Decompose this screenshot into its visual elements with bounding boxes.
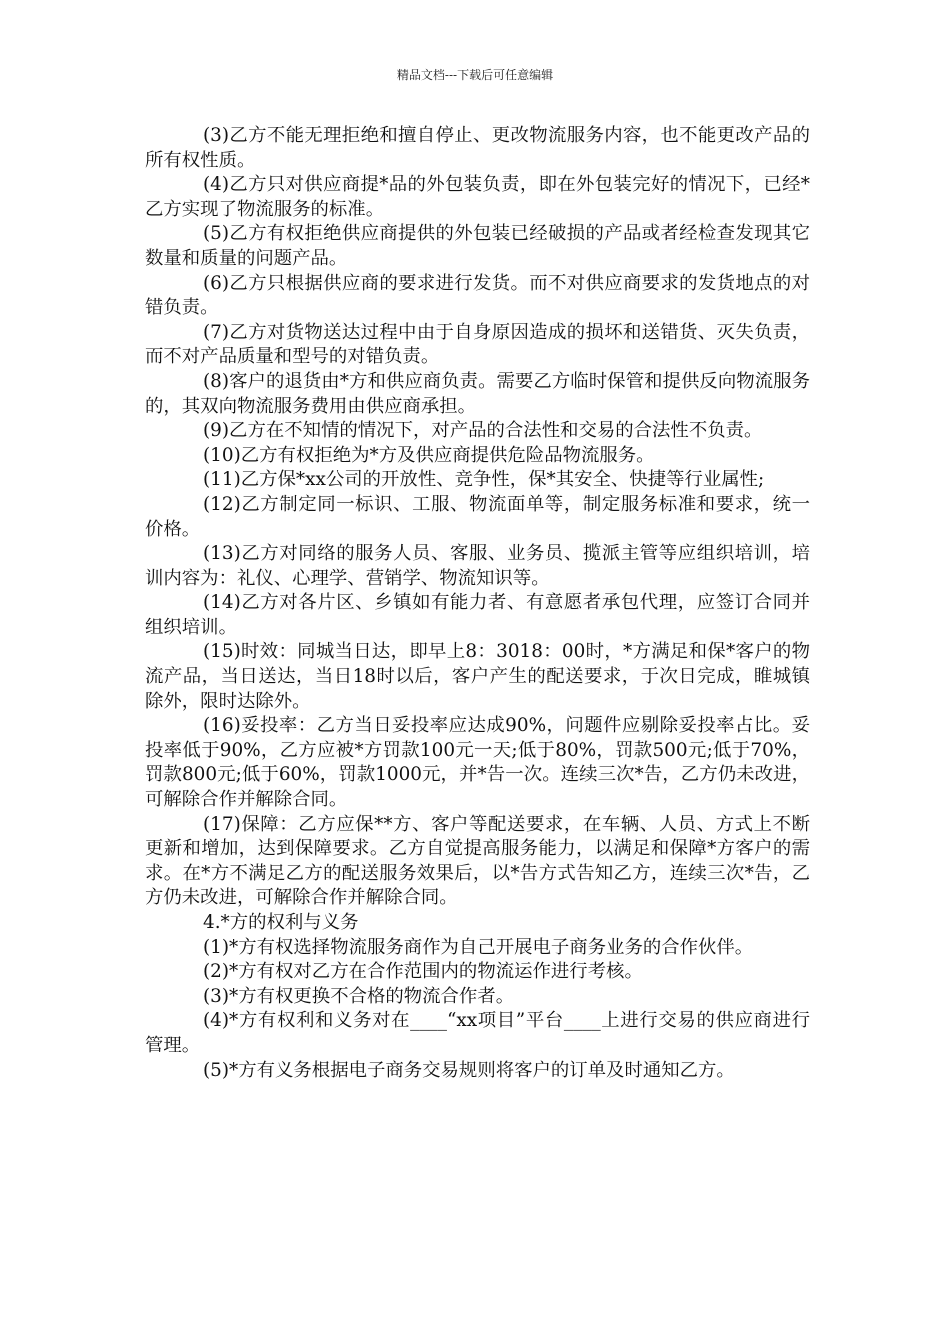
paragraph-15: (15)时效：同城当日达，即早上8：3018：00时，*方满足和保*客户的物流产品，当日送达，当日18时以后，客户产生的配送要求，于次日完成，睢城镇除外，限时达除外。	[145, 641, 810, 712]
paragraph-3: (3)乙方不能无理拒绝和擅自停止、更改物流服务内容，也不能更改产品的所有权性质。	[145, 125, 810, 171]
paragraph-17: (17)保障：乙方应保**方、客户等配送要求，在车辆、人员、方式上不断更新和增加，达到保障要求。乙方自觉提高服务能力，以满足和保障*方客户的需求。在*方不满足乙方的配送服务效果后，以*告方式告知乙方，连续三次*告，乙方仍未改进，可解除合作并解除合同。	[145, 813, 810, 909]
paragraph-11: (11)乙方保*xx公司的开放性、竞争性，保*其安全、快捷等行业属性;	[203, 469, 765, 491]
paragraph-4: (4)乙方只对供应商提*品的外包装负责，即在外包装完好的情况下，已经*乙方实现了物流服务的标准。	[145, 174, 810, 220]
paragraph-6: (6)乙方只根据供应商的要求进行发货。而不对供应商要求的发货地点的对错负责。	[145, 272, 810, 319]
paragraph-10: (10)乙方有权拒绝为*方及供应商提供危险品物流服务。	[203, 444, 655, 466]
paragraph-5: (5)乙方有权拒绝供应商提供的外包装已经破损的产品或者经检查发现其它数量和质量的问题产品。	[145, 223, 810, 269]
page-header: 精品文档---下载后可任意编辑	[396, 68, 554, 82]
paragraph-9: (9)乙方在不知情的情况下，对产品的合法性和交易的合法性不负责。	[203, 420, 763, 442]
section4-item-5: (5)*方有义务根据电子商务交易规则将客户的订单及时通知乙方。	[203, 1059, 735, 1081]
section4-item-1: (1)*方有权选择物流服务商作为自己开展电子商务业务的合作伙伴。	[203, 936, 754, 958]
paragraph-16: (16)妥投率：乙方当日妥投率应达成90%，问题件应剔除妥投率占比。妥投率低于90%，乙方应被*方罚款100元一天;低于80%，罚款500元;低于70%，罚款800元;低于60%，罚款1000元，并*告一次。连续三次*告，乙方仍未改进，可解除合作并解除合同。	[145, 715, 810, 811]
section4-item-2: (2)*方有权对乙方在合作范围内的物流运作进行考核。	[203, 961, 643, 983]
section4-item-4: (4)*方有权利和义务对在____“xx项目”平台____上进行交易的供应商进行管理。	[145, 1010, 810, 1056]
paragraph-8: (8)客户的退货由*方和供应商负责。需要乙方临时保管和提供反向物流服务的，其双向物流服务费用由供应商承担。	[145, 370, 810, 417]
paragraph-12: (12)乙方制定同一标识、工服、物流面单等，制定服务标准和要求，统一价格。	[145, 493, 810, 540]
paragraph-7: (7)乙方对货物送达过程中由于自身原因造成的损坏和送错货、灭失负责，而不对产品质量和型号的对错负责。	[145, 321, 810, 368]
section4-item-3: (3)*方有权更换不合格的物流合作者。	[203, 985, 515, 1007]
document-body	[145, 124, 810, 1083]
paragraph-13: (13)乙方对同络的服务人员、客服、业务员、揽派主管等应组织培训，培训内容为：礼仪、心理学、营销学、物流知识等。	[145, 543, 810, 589]
paragraph-14: (14)乙方对各片区、乡镇如有能力者、有意愿者承包代理，应签订合同并组织培训。	[145, 592, 810, 638]
section-heading-4: 4.*方的权利与义务	[203, 912, 359, 933]
